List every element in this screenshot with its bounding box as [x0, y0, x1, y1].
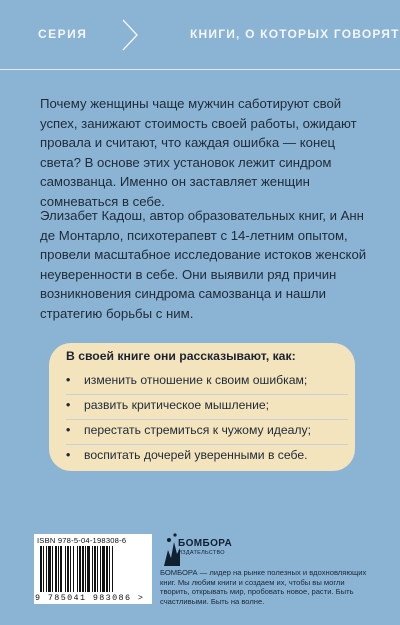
barcode-bar: [109, 546, 110, 592]
barcode-bar: [65, 546, 66, 592]
series-name: КНИГИ, О КОТОРЫХ ГОВОРЯТ: [190, 27, 400, 41]
chevron-right-icon: [120, 18, 140, 52]
barcode-bar: [82, 546, 84, 592]
series-header: [0, 0, 400, 70]
list-item: [66, 370, 348, 395]
series-divider: [0, 69, 400, 70]
list-item-text: развить критическое мышление;: [84, 398, 270, 412]
barcode-bar: [58, 546, 59, 592]
barcode-bars: [40, 546, 146, 592]
barcode-bar: [43, 546, 44, 592]
barcode-bar: [100, 546, 101, 592]
barcode-number: 9 785041 983086 >: [35, 593, 145, 603]
publisher-brand: БОМБОРА: [178, 538, 233, 549]
barcode-bar: [106, 546, 108, 592]
list-item: [66, 445, 348, 470]
list-item-text: перестать стремиться к чужому идеалу;: [84, 423, 312, 437]
list-item-text: воспитать дочерей уверенными в себе.: [84, 448, 308, 462]
publisher-subtitle: ИЗДАТЕЛЬСТВО: [178, 550, 225, 556]
barcode-bar: [87, 546, 90, 592]
barcode-bar: [85, 546, 86, 592]
barcode-bar: [48, 546, 51, 592]
isbn-text: ISBN 978-5-04-198308-6: [37, 536, 127, 545]
barcode-bar: [52, 546, 53, 592]
bullet-icon: •: [66, 448, 71, 462]
barcode-bar: [94, 546, 96, 592]
barcode-bar: [70, 546, 71, 592]
list-item: [66, 420, 348, 445]
list-item: [66, 395, 348, 420]
barcode-bar: [73, 546, 74, 592]
barcode-bar: [77, 546, 78, 592]
barcode-bar: [79, 546, 81, 592]
barcode-bar: [102, 546, 105, 592]
publisher-description: БОМБОРА — лидер на рынке полезных и вдохновляющих книг. Мы любим книги и создаем их, чтобы вы могли творить, открывать мир, пробовать новое, расти. Быть счастливыми. Быть на волне.: [160, 568, 367, 606]
description-paragraph-1: Почему женщины чаще мужчин саботируют свой успех, занижают стоимость своей работы, ожидают провала и считают, что каждая ошибка — конец света? В основе этих установок лежит синдром самозванца. Именно он заставляет женщин сомневаться в себе.: [40, 96, 357, 209]
barcode: [34, 534, 152, 604]
series-label: СЕРИЯ: [38, 27, 88, 41]
bullet-icon: •: [66, 373, 71, 387]
callout-list: [66, 370, 348, 470]
barcode-bar: [112, 546, 113, 592]
bullet-icon: •: [66, 398, 71, 412]
barcode-bar: [55, 546, 57, 592]
callout-title: В своей книге они рассказывают, как:: [66, 349, 296, 363]
barcode-bar: [60, 546, 62, 592]
description-paragraph-2: Элизабет Кадош, автор образовательных книг, и Анн де Монтарло, психотерапевт с 14-летним опытом, провели масштабное исследование истоков женской неуверенности в себе. Они выявили ряд причин возникновения синдрома самозванца и нашли стратегию борьбы с ним.: [40, 208, 367, 321]
list-item-text: изменить отношение к своим ошибкам;: [84, 373, 308, 387]
barcode-bar: [67, 546, 69, 592]
bullet-icon: •: [66, 423, 71, 437]
barcode-bar: [92, 546, 93, 592]
barcode-bar: [40, 546, 42, 592]
barcode-bar: [97, 546, 98, 592]
barcode-bar: [46, 546, 47, 592]
